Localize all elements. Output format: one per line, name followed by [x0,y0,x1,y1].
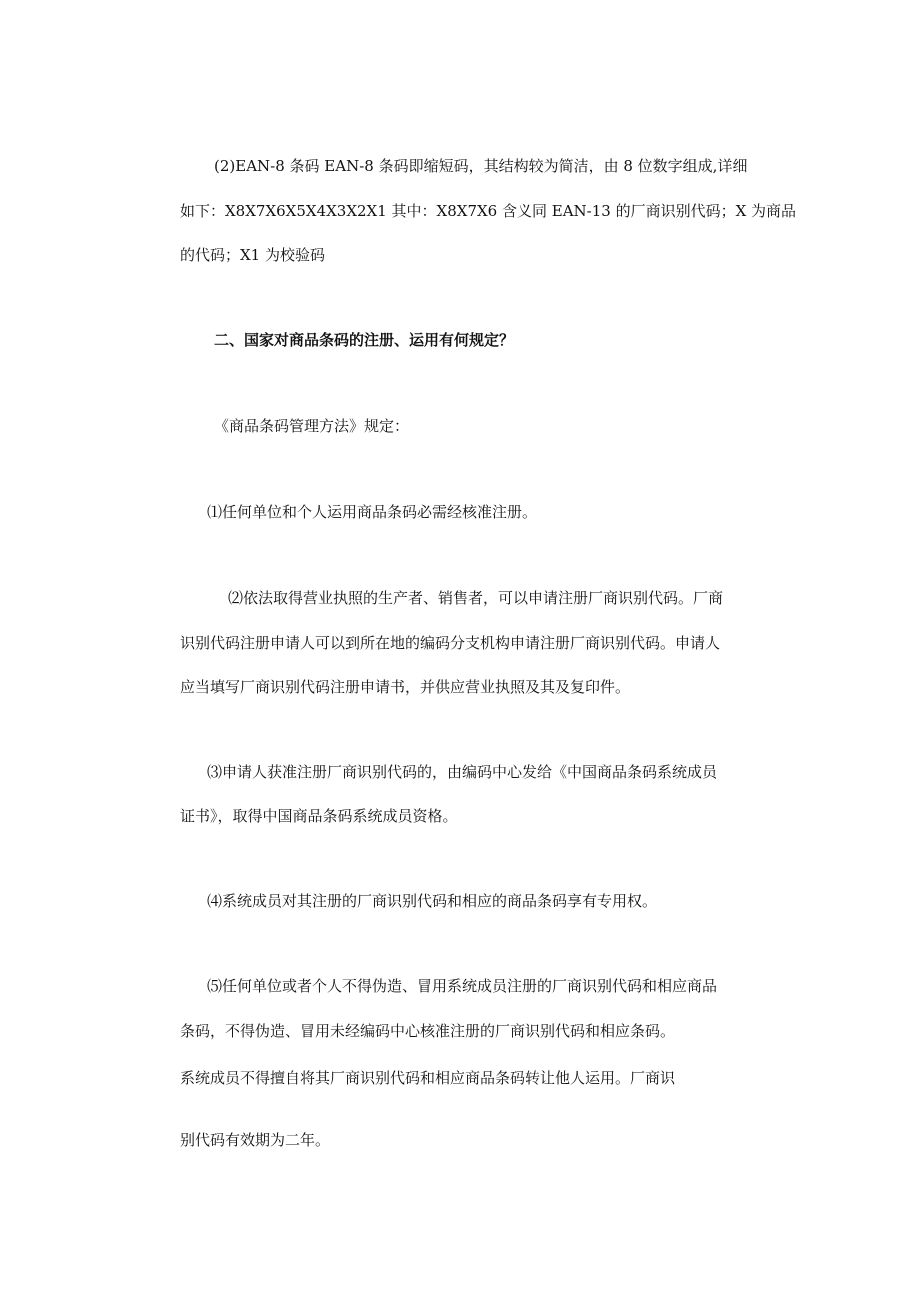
rule-item-5-line-2: 条码，不得伪造、冒用未经编码中心核准注册的厂商识别代码和相应条码。 [180,1022,676,1040]
rule-item-5-line-3: 系统成员不得擅自将其厂商识别代码和相应商品条码转让他人运用。厂商识 [180,1069,676,1087]
rule-item-2-line-3: 应当填写厂商识别代码注册申请书，并供应营业执照及其及复印件。 [180,678,631,696]
rule-item-2-line-2: 识别代码注册申请人可以到所在地的编码分支机构申请注册厂商识别代码。申请人 [180,634,721,652]
section-heading: 二、国家对商品条码的注册、运用有何规定？ [214,331,515,349]
ean8-paragraph-line-1: (2)EAN-8 条码 EAN-8 条码即缩短码，其结构较为简洁，由 8 位数字组成,详细 [214,157,748,175]
rule-item-3-line-1: ⑶申请人获准注册厂商识别代码的，由编码中心发给《中国商品条码系统成员 [207,763,718,781]
ean8-paragraph-line-2: 如下：X8X7X6X5X4X3X2X1 其中：X8X7X6 含义同 EAN-13 的厂商识别代码；X 为商品 [180,202,797,220]
rule-item-1: ⑴任何单位和个人运用商品条码必需经核准注册。 [207,503,538,521]
rule-item-3-line-2: 证书》，取得中国商品条码系统成员资格。 [180,807,458,825]
regulation-intro: 《商品条码管理方法》规定： [214,417,410,435]
ean8-paragraph-line-3: 的代码；X1 为校验码 [180,246,325,264]
rule-item-2-line-1: ⑵依法取得营业执照的生产者、销售者，可以申请注册厂商识别代码。厂商 [228,589,724,607]
rule-item-5-line-1: ⑸任何单位或者个人不得伪造、冒用系统成员注册的厂商识别代码和相应商品 [207,977,718,995]
rule-item-5-line-4: 别代码有效期为二年。 [180,1131,331,1149]
rule-item-4: ⑷系统成员对其注册的厂商识别代码和相应的商品条码享有专用权。 [207,892,658,910]
